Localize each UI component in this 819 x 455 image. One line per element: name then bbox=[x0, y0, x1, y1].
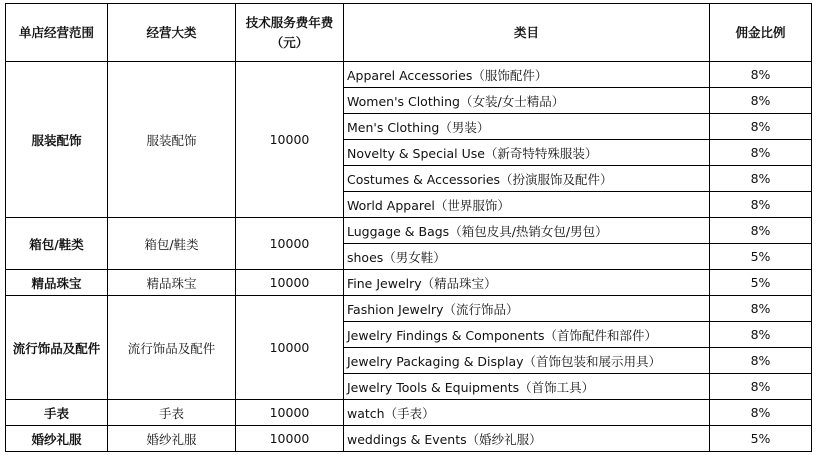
fee-cell: 10000 bbox=[236, 426, 344, 452]
rate-cell: 8% bbox=[710, 114, 812, 140]
fee-cell: 10000 bbox=[236, 218, 344, 270]
category-cell: 箱包/鞋类 bbox=[108, 218, 236, 270]
scope-cell: 服装配饰 bbox=[6, 62, 108, 218]
rate-cell: 5% bbox=[710, 426, 812, 452]
item-cell: watch（手表） bbox=[344, 400, 710, 426]
rate-cell: 8% bbox=[710, 322, 812, 348]
item-cell: World Apparel（世界服饰） bbox=[344, 192, 710, 218]
table-row bbox=[6, 218, 812, 244]
rate-cell: 8% bbox=[710, 62, 812, 88]
rate-cell: 8% bbox=[710, 140, 812, 166]
item-cell: Apparel Accessories（服饰配件） bbox=[344, 62, 710, 88]
header-scope: 单店经营范围 bbox=[6, 4, 108, 62]
table-row bbox=[6, 426, 812, 452]
rate-cell: 8% bbox=[710, 192, 812, 218]
category-cell: 婚纱礼服 bbox=[108, 426, 236, 452]
item-cell: Jewelry Findings & Components（首饰配件和部件） bbox=[344, 322, 710, 348]
item-cell: Novelty & Special Use（新奇特特殊服装） bbox=[344, 140, 710, 166]
commission-table bbox=[5, 3, 812, 452]
rate-cell: 5% bbox=[710, 244, 812, 270]
table-row bbox=[6, 400, 812, 426]
item-cell: Men's Clothing（男装） bbox=[344, 114, 710, 140]
item-cell: shoes（男女鞋） bbox=[344, 244, 710, 270]
header-fee: 技术服务费年费 （元） bbox=[236, 4, 344, 62]
table-row bbox=[6, 270, 812, 296]
header-rate: 佣金比例 bbox=[710, 4, 812, 62]
fee-cell: 10000 bbox=[236, 270, 344, 296]
rate-cell: 8% bbox=[710, 296, 812, 322]
header-item: 类目 bbox=[344, 4, 710, 62]
item-cell: Fine Jewelry（精品珠宝） bbox=[344, 270, 710, 296]
table-body bbox=[6, 62, 812, 452]
item-cell: Costumes & Accessories（扮演服饰及配件） bbox=[344, 166, 710, 192]
item-cell: Jewelry Tools & Equipments（首饰工具） bbox=[344, 374, 710, 400]
rate-cell: 8% bbox=[710, 400, 812, 426]
category-cell: 精品珠宝 bbox=[108, 270, 236, 296]
fee-cell: 10000 bbox=[236, 62, 344, 218]
rate-cell: 8% bbox=[710, 374, 812, 400]
header-category: 经营大类 bbox=[108, 4, 236, 62]
rate-cell: 8% bbox=[710, 88, 812, 114]
item-cell: Women's Clothing（女装/女士精品） bbox=[344, 88, 710, 114]
table-row bbox=[6, 296, 812, 322]
fee-cell: 10000 bbox=[236, 296, 344, 400]
scope-cell: 箱包/鞋类 bbox=[6, 218, 108, 270]
scope-cell: 流行饰品及配件 bbox=[6, 296, 108, 400]
scope-cell: 手表 bbox=[6, 400, 108, 426]
header-row bbox=[6, 4, 812, 62]
fee-cell: 10000 bbox=[236, 400, 344, 426]
rate-cell: 8% bbox=[710, 166, 812, 192]
category-cell: 服装配饰 bbox=[108, 62, 236, 218]
item-cell: Jewelry Packaging & Display（首饰包装和展示用具） bbox=[344, 348, 710, 374]
scope-cell: 婚纱礼服 bbox=[6, 426, 108, 452]
rate-cell: 8% bbox=[710, 218, 812, 244]
category-cell: 手表 bbox=[108, 400, 236, 426]
item-cell: weddings & Events（婚纱礼服） bbox=[344, 426, 710, 452]
item-cell: Luggage & Bags（箱包皮具/热销女包/男包） bbox=[344, 218, 710, 244]
rate-cell: 8% bbox=[710, 348, 812, 374]
table-row bbox=[6, 62, 812, 88]
item-cell: Fashion Jewelry（流行饰品） bbox=[344, 296, 710, 322]
rate-cell: 5% bbox=[710, 270, 812, 296]
category-cell: 流行饰品及配件 bbox=[108, 296, 236, 400]
scope-cell: 精品珠宝 bbox=[6, 270, 108, 296]
